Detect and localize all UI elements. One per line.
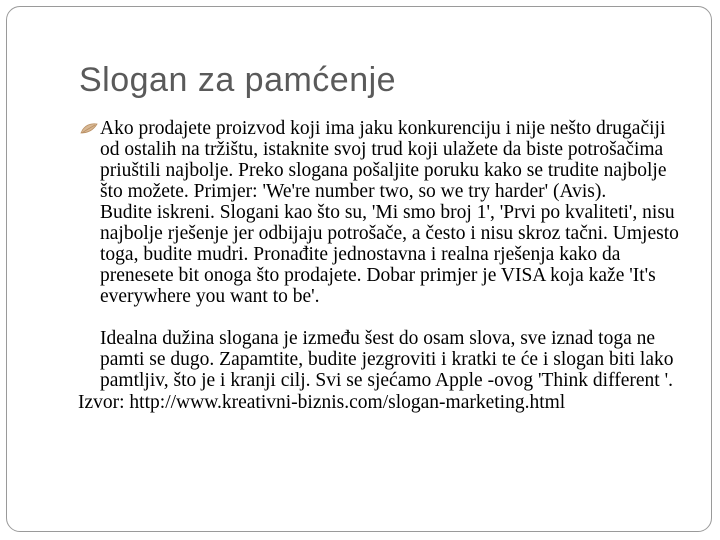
slide-title: Slogan za pamćenje — [79, 61, 397, 99]
leaf-bullet-icon — [80, 122, 98, 136]
paragraph-1: Ako prodajete proizvod koji ima jaku konkurenciju i nije nešto drugačiji od ostalih na tržištu, istaknite svoj trud koji ulažete da biste potrošačima priuštili najbolje. Preko slogana pošaljite poruku kako se trudite najbolje što možete. Primjer: 'We're number two, so we try harder' (Avis). — [100, 118, 667, 202]
source-line: Izvor: http://www.kreativni-biznis.com/slogan-marketing.html — [78, 392, 566, 413]
paragraph-3: Idealna dužina slogana je između šest do osam slova, sve iznad toga ne pamti se dugo. Zapamtite, budite jezgroviti i kratki te će i slogan biti lako pamtljiv, što je i kranji cilj. Svi se sjećamo Apple -ovog 'Think different '. — [100, 328, 674, 391]
slide-body — [78, 118, 698, 413]
paragraph-2: Budite iskreni. Slogani kao što su, 'Mi smo broj 1', 'Prvi po kvaliteti', nisu najbolje rješenje jer odbijaju potrošače, a često i nisu skroz tačni. Umjesto toga, budite mudri. Pronađite jednostavna i realna rješenja kako da prenesete bit onoga što prodajete. Dobar primjer je VISA koja kaže 'It's everywhere you want to be'. — [100, 202, 679, 307]
